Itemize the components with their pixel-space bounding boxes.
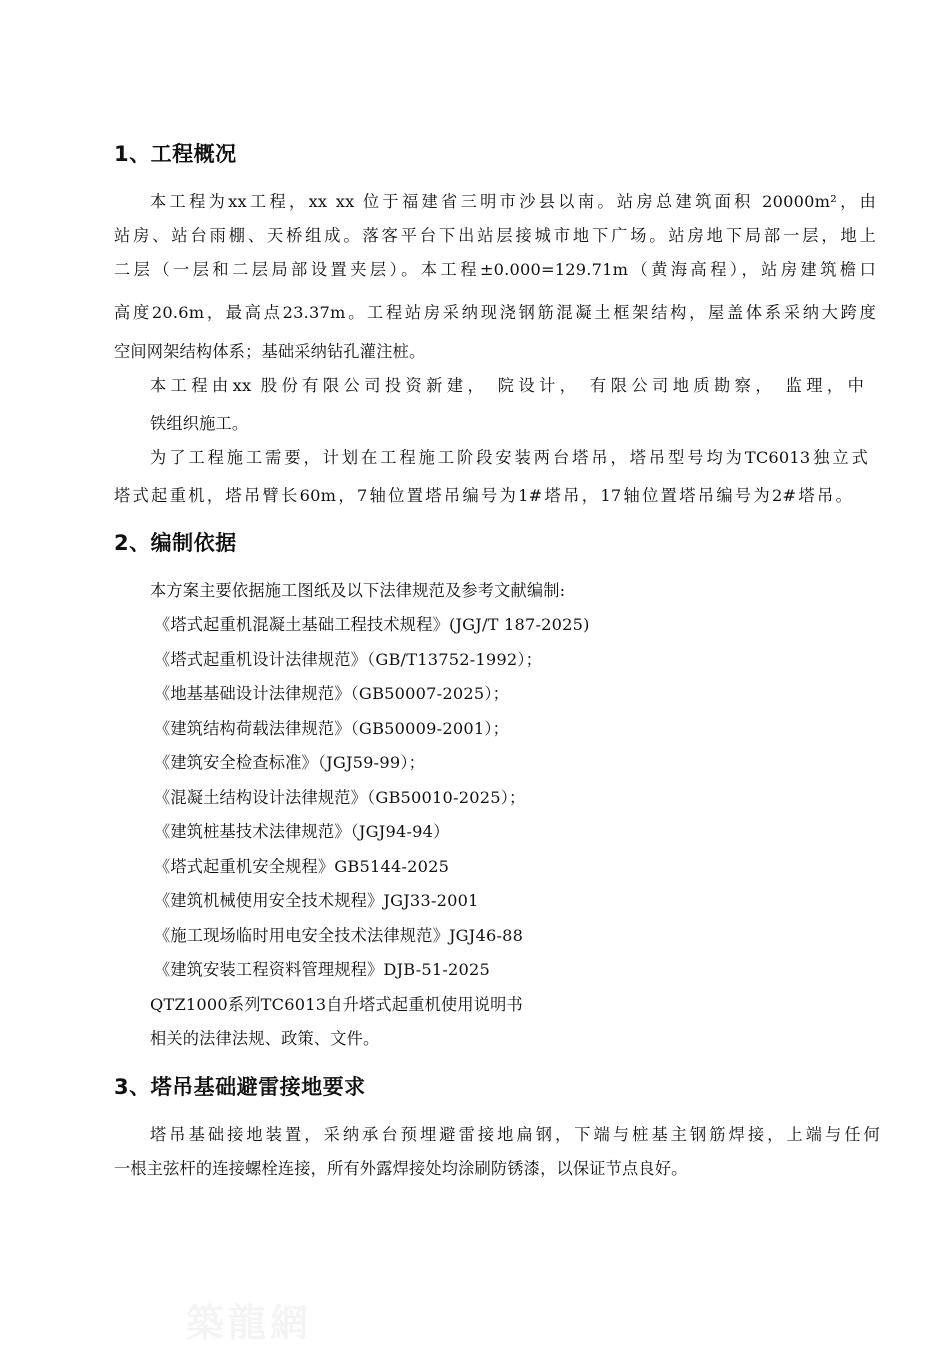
paragraph-line: [150, 372, 864, 396]
reference-item: 《地基基础设计法律规范》（GB50007-2025）；: [154, 684, 509, 703]
paragraph-text: 本工程由xx 股份有限公司投资新建， 院设计， 有限公司地质勘察， 监理，中: [150, 376, 864, 395]
paragraph-line: [114, 299, 876, 323]
reference-item: 《塔式起重机混凝土基础工程技术规程》(JGJ/T 187-2025): [154, 615, 590, 634]
paragraph-line: 空间网架结构体系；基础采纳钻孔灌注桩。: [114, 342, 426, 361]
paragraph-line: 一根主弦杆的连接螺栓连接，所有外露焊接处均涂刷防锈漆，以保证节点良好。: [114, 1159, 688, 1178]
section-heading-1: 1、工程概况: [114, 142, 237, 166]
paragraph-line: [150, 1121, 880, 1145]
reference-item: QTZ1000系列TC6013自升塔式起重机使用说明书: [150, 995, 523, 1014]
section-heading-3: 3、塔吊基础避雷接地要求: [114, 1075, 366, 1099]
paragraph-line: 铁组织施工。: [150, 414, 249, 433]
reference-item: 《建筑结构荷载法律规范》（GB50009-2001）；: [154, 719, 509, 738]
reference-item: 《建筑机械使用安全技术规程》JGJ33-2001: [154, 891, 479, 910]
paragraph-line: [150, 188, 876, 212]
reference-item: 《施工现场临时用电安全技术法律规范》JGJ46-88: [154, 926, 524, 945]
paragraph-text: 为了工程施工需要，计划在工程施工阶段安装两台塔吊，塔吊型号均为TC6013独立式: [150, 448, 868, 467]
paragraph-text: 二层（一层和二层局部设置夹层）。本工程±0.000=129.71m（黄海高程），站房建筑檐口: [114, 260, 876, 279]
reference-item: 相关的法律法规、政策、文件。: [150, 1029, 380, 1048]
paragraph-line: [114, 482, 852, 506]
reference-item: 《建筑安装工程资料管理规程》DJB-51-2025: [154, 960, 491, 979]
reference-item: 《建筑桩基技术法律规范》（JGJ94-94）: [154, 822, 450, 841]
reference-intro: 本方案主要依据施工图纸及以下法律规范及参考文献编制:: [150, 581, 566, 600]
paragraph-line: [114, 256, 876, 280]
paragraph-text: 站房、站台雨棚、天桥组成。落客平台下出站层接城市地下广场。站房地下局部一层，地上: [114, 226, 876, 245]
watermark: 築龍網: [186, 1300, 313, 1345]
section-heading-2: 2、编制依据: [114, 531, 237, 555]
reference-item: 《塔式起重机安全规程》GB5144-2025: [154, 857, 450, 876]
paragraph-line: [150, 444, 868, 468]
reference-item: 《混凝土结构设计法律规范》（GB50010-2025）；: [154, 788, 526, 807]
paragraph-text: 塔吊基础接地装置，采纳承台预埋避雷接地扁钢，下端与桩基主钢筋焊接，上端与任何: [150, 1125, 880, 1144]
paragraph-line: [114, 222, 876, 246]
reference-item: 《建筑安全检查标准》（JGJ59-99）；: [154, 753, 426, 772]
paragraph-text: 高度20.6m，最高点23.37m。工程站房采纳现浇钢筋混凝土框架结构，屋盖体系采纳大跨度: [114, 303, 876, 322]
paragraph-text: 本工程为xx工程，xx xx 位于福建省三明市沙县以南。站房总建筑面积 20000m²，由: [150, 192, 876, 211]
reference-item: 《塔式起重机设计法律规范》（GB/T13752-1992）；: [154, 650, 543, 669]
paragraph-text: 塔式起重机，塔吊臂长60m，7轴位置塔吊编号为1#塔吊，17轴位置塔吊编号为2#塔吊。: [114, 486, 852, 505]
